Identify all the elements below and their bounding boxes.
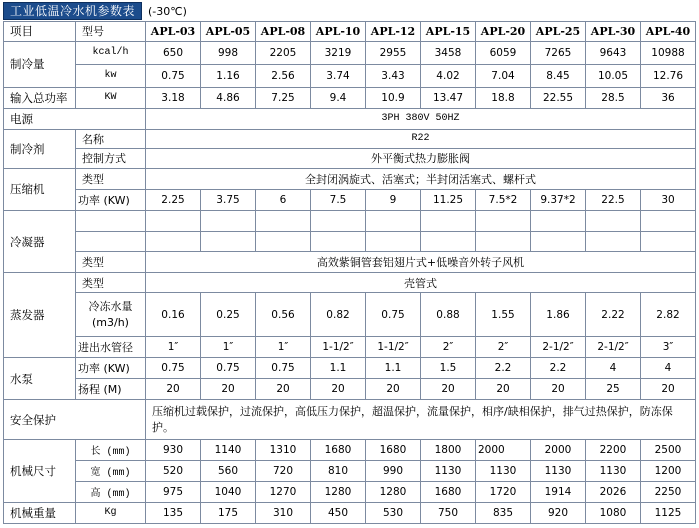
value-cell: 36 — [641, 88, 696, 109]
sub-label: 功率 (KW) — [76, 189, 146, 210]
empty-cell — [146, 231, 201, 252]
value-cell: 7.04 — [476, 64, 531, 87]
power-input-label: 输入总功率 — [4, 88, 76, 109]
refrigerant-row-control — [4, 148, 696, 168]
value-cell: 1″ — [256, 337, 311, 358]
value-cell: 998 — [201, 41, 256, 64]
unit-cell: KW — [76, 88, 146, 109]
unit-cell: kw — [76, 64, 146, 87]
condenser-row-type — [4, 252, 696, 273]
empty-cell — [311, 210, 366, 231]
compressor-label: 压缩机 — [4, 168, 76, 210]
value-cell: 7265 — [531, 41, 586, 64]
value-cell: 1.55 — [476, 293, 531, 337]
value-cell: 20 — [641, 379, 696, 400]
value-cell: 1130 — [421, 460, 476, 481]
value-cell: 530 — [366, 502, 421, 523]
cooling-label: 制冷量 — [4, 41, 76, 87]
value-cell: 11.25 — [421, 189, 476, 210]
empty-cell — [311, 231, 366, 252]
value-cell: 1140 — [201, 440, 256, 461]
header-row — [4, 22, 696, 42]
value-cell: 2000 — [476, 440, 531, 461]
safety-row — [4, 400, 696, 440]
spec-table-body — [4, 22, 696, 524]
value-cell: 650 — [146, 41, 201, 64]
empty-cell — [586, 210, 641, 231]
condenser-row-empty-1 — [4, 210, 696, 231]
value-cell: 20 — [366, 379, 421, 400]
title-note: (-30℃) — [148, 4, 187, 18]
value-cell: 1280 — [366, 481, 421, 502]
empty-cell — [366, 210, 421, 231]
value-cell: 9643 — [586, 41, 641, 64]
model-cell: APL-03 — [146, 22, 201, 42]
value-cell: 1.1 — [366, 358, 421, 379]
empty-cell — [641, 231, 696, 252]
compressor-type-value: 全封闭涡旋式、活塞式；半封闭活塞式、螺杆式 — [146, 168, 696, 189]
value-cell: 7.25 — [256, 88, 311, 109]
value-cell: 22.55 — [531, 88, 586, 109]
unit-cell: 宽 (mm) — [76, 460, 146, 481]
value-cell: 2″ — [476, 337, 531, 358]
value-cell: 3.74 — [311, 64, 366, 87]
evaporator-row-type — [4, 273, 696, 293]
value-cell: 2250 — [641, 481, 696, 502]
value-cell: 30 — [641, 189, 696, 210]
empty-cell — [76, 210, 146, 231]
value-cell: 18.8 — [476, 88, 531, 109]
value-cell: 920 — [531, 502, 586, 523]
value-cell: 25 — [586, 379, 641, 400]
value-cell: 2-1/2″ — [531, 337, 586, 358]
sub-label: 类型 — [76, 252, 146, 273]
empty-cell — [476, 210, 531, 231]
model-cell: APL-30 — [586, 22, 641, 42]
value-cell: 1″ — [201, 337, 256, 358]
value-cell: 10988 — [641, 41, 696, 64]
value-cell: 20 — [476, 379, 531, 400]
value-cell: 135 — [146, 502, 201, 523]
value-cell: 2″ — [421, 337, 476, 358]
condenser-type-value: 高效紫铜管套铝翅片式+低噪音外转子风机 — [146, 252, 696, 273]
evaporator-label: 蒸发器 — [4, 273, 76, 358]
value-cell: 1-1/2″ — [366, 337, 421, 358]
value-cell: 175 — [201, 502, 256, 523]
value-cell: 1130 — [476, 460, 531, 481]
spec-table — [3, 21, 696, 524]
value-cell: 2.82 — [641, 293, 696, 337]
empty-cell — [201, 210, 256, 231]
empty-cell — [586, 231, 641, 252]
value-cell: 2000 — [531, 440, 586, 461]
empty-cell — [531, 210, 586, 231]
refrigerant-label: 制冷剂 — [4, 129, 76, 168]
value-cell: 0.16 — [146, 293, 201, 337]
value-cell: 0.75 — [146, 358, 201, 379]
unit-cell: 长 (mm) — [76, 440, 146, 461]
empty-cell — [476, 231, 531, 252]
cooling-row-kw — [4, 64, 696, 87]
value-cell: 10.9 — [366, 88, 421, 109]
value-cell: 1310 — [256, 440, 311, 461]
value-cell: 9.4 — [311, 88, 366, 109]
value-cell: 4.02 — [421, 64, 476, 87]
value-cell: 4 — [641, 358, 696, 379]
empty-cell — [256, 231, 311, 252]
sub-label: 类型 — [76, 273, 146, 293]
value-cell: 1270 — [256, 481, 311, 502]
empty-cell — [256, 210, 311, 231]
refrigerant-name-value: R22 — [146, 129, 696, 148]
value-cell: 975 — [146, 481, 201, 502]
weight-label: 机械重量 — [4, 502, 76, 523]
condenser-label: 冷凝器 — [4, 210, 76, 273]
power-supply-value: 3PH 380V 50HZ — [146, 108, 696, 129]
value-cell: 2205 — [256, 41, 311, 64]
empty-cell — [421, 231, 476, 252]
value-cell: 1130 — [586, 460, 641, 481]
refrigerant-control-value: 外平衡式热力膨胀阀 — [146, 148, 696, 168]
cooling-row-kcal — [4, 41, 696, 64]
empty-cell — [146, 210, 201, 231]
value-cell: 20 — [421, 379, 476, 400]
value-cell: 3.18 — [146, 88, 201, 109]
value-cell: 835 — [476, 502, 531, 523]
empty-cell — [366, 231, 421, 252]
value-cell: 1280 — [311, 481, 366, 502]
value-cell: 450 — [311, 502, 366, 523]
dimension-row-height — [4, 481, 696, 502]
title-row — [3, 2, 187, 20]
model-cell: APL-05 — [201, 22, 256, 42]
value-cell: 20 — [146, 379, 201, 400]
value-cell: 810 — [311, 460, 366, 481]
pump-label: 水泵 — [4, 358, 76, 400]
value-cell: 1.16 — [201, 64, 256, 87]
weight-row — [4, 502, 696, 523]
dimension-row-length — [4, 440, 696, 461]
header-model: 型号 — [76, 22, 146, 42]
value-cell: 22.5 — [586, 189, 641, 210]
value-cell: 0.75 — [146, 64, 201, 87]
value-cell: 2-1/2″ — [586, 337, 641, 358]
value-cell: 930 — [146, 440, 201, 461]
value-cell: 1″ — [146, 337, 201, 358]
value-cell: 2026 — [586, 481, 641, 502]
value-cell: 750 — [421, 502, 476, 523]
value-cell: 2.22 — [586, 293, 641, 337]
sub-label: 名称 — [76, 129, 146, 148]
value-cell: 7.5 — [311, 189, 366, 210]
value-cell: 3.75 — [201, 189, 256, 210]
value-cell: 20 — [256, 379, 311, 400]
sub-label: 功率 (KW) — [76, 358, 146, 379]
value-cell: 1200 — [641, 460, 696, 481]
value-cell: 3219 — [311, 41, 366, 64]
refrigerant-row-name — [4, 129, 696, 148]
value-cell: 1800 — [421, 440, 476, 461]
dimensions-label: 机械尺寸 — [4, 440, 76, 503]
value-cell: 990 — [366, 460, 421, 481]
value-cell: 3″ — [641, 337, 696, 358]
value-cell: 1720 — [476, 481, 531, 502]
model-cell: APL-40 — [641, 22, 696, 42]
sub-label: 类型 — [76, 168, 146, 189]
value-cell: 2.56 — [256, 64, 311, 87]
compressor-row-type — [4, 168, 696, 189]
power-input-row — [4, 88, 696, 109]
model-cell: APL-12 — [366, 22, 421, 42]
value-cell: 4 — [586, 358, 641, 379]
value-cell: 560 — [201, 460, 256, 481]
value-cell: 7.5*2 — [476, 189, 531, 210]
value-cell: 0.25 — [201, 293, 256, 337]
sub-label: 进出水管径 — [76, 337, 146, 358]
value-cell: 2.2 — [476, 358, 531, 379]
sub-label: 控制方式 — [76, 148, 146, 168]
value-cell: 9.37*2 — [531, 189, 586, 210]
unit-cell: 高 (mm) — [76, 481, 146, 502]
value-cell: 13.47 — [421, 88, 476, 109]
compressor-row-power — [4, 189, 696, 210]
power-supply-row — [4, 108, 696, 129]
value-cell: 1680 — [366, 440, 421, 461]
evaporator-type-value: 壳管式 — [146, 273, 696, 293]
value-cell: 310 — [256, 502, 311, 523]
value-cell: 2200 — [586, 440, 641, 461]
value-cell: 28.5 — [586, 88, 641, 109]
empty-cell — [531, 231, 586, 252]
table-title: 工业低温冷水机参数表 — [3, 2, 142, 20]
value-cell: 0.56 — [256, 293, 311, 337]
model-cell: APL-15 — [421, 22, 476, 42]
value-cell: 1040 — [201, 481, 256, 502]
value-cell: 20 — [311, 379, 366, 400]
pump-row-power — [4, 358, 696, 379]
power-supply-label: 电源 — [4, 108, 146, 129]
value-cell: 6 — [256, 189, 311, 210]
value-cell: 10.05 — [586, 64, 641, 87]
value-cell: 4.86 — [201, 88, 256, 109]
value-cell: 0.75 — [366, 293, 421, 337]
value-cell: 9 — [366, 189, 421, 210]
value-cell: 0.75 — [201, 358, 256, 379]
empty-cell — [201, 231, 256, 252]
sub-label: 扬程 (M) — [76, 379, 146, 400]
value-cell: 12.76 — [641, 64, 696, 87]
value-cell: 20 — [201, 379, 256, 400]
value-cell: 1680 — [421, 481, 476, 502]
value-cell: 20 — [531, 379, 586, 400]
value-cell: 8.45 — [531, 64, 586, 87]
model-cell: APL-08 — [256, 22, 311, 42]
safety-label: 安全保护 — [4, 400, 146, 440]
value-cell: 520 — [146, 460, 201, 481]
unit-cell: kcal/h — [76, 41, 146, 64]
value-cell: 6059 — [476, 41, 531, 64]
value-cell: 0.82 — [311, 293, 366, 337]
value-cell: 1.86 — [531, 293, 586, 337]
evaporator-row-flow — [4, 293, 696, 337]
empty-cell — [421, 210, 476, 231]
model-cell: APL-20 — [476, 22, 531, 42]
value-cell: 1.1 — [311, 358, 366, 379]
safety-value: 压缩机过载保护，过流保护，高低压力保护，超温保护，流量保护，相序/缺相保护，排气过热保护，防冻保护。 — [146, 400, 696, 440]
value-cell: 1-1/2″ — [311, 337, 366, 358]
value-cell: 2955 — [366, 41, 421, 64]
value-cell: 1130 — [531, 460, 586, 481]
unit-cell: Kg — [76, 502, 146, 523]
pump-row-head — [4, 379, 696, 400]
model-cell: APL-25 — [531, 22, 586, 42]
header-item: 项目 — [4, 22, 76, 42]
value-cell: 2.2 — [531, 358, 586, 379]
condenser-row-empty-2 — [4, 231, 696, 252]
value-cell: 0.75 — [256, 358, 311, 379]
value-cell: 2500 — [641, 440, 696, 461]
value-cell: 3.43 — [366, 64, 421, 87]
value-cell: 2.25 — [146, 189, 201, 210]
value-cell: 1080 — [586, 502, 641, 523]
value-cell: 0.88 — [421, 293, 476, 337]
value-cell: 3458 — [421, 41, 476, 64]
value-cell: 1680 — [311, 440, 366, 461]
value-cell: 1.5 — [421, 358, 476, 379]
empty-cell — [76, 231, 146, 252]
value-cell: 1914 — [531, 481, 586, 502]
evaporator-row-pipe — [4, 337, 696, 358]
value-cell: 720 — [256, 460, 311, 481]
empty-cell — [641, 210, 696, 231]
model-cell: APL-10 — [311, 22, 366, 42]
value-cell: 1125 — [641, 502, 696, 523]
dimension-row-width — [4, 460, 696, 481]
sub-label: 冷冻水量 (m3/h) — [76, 293, 146, 337]
